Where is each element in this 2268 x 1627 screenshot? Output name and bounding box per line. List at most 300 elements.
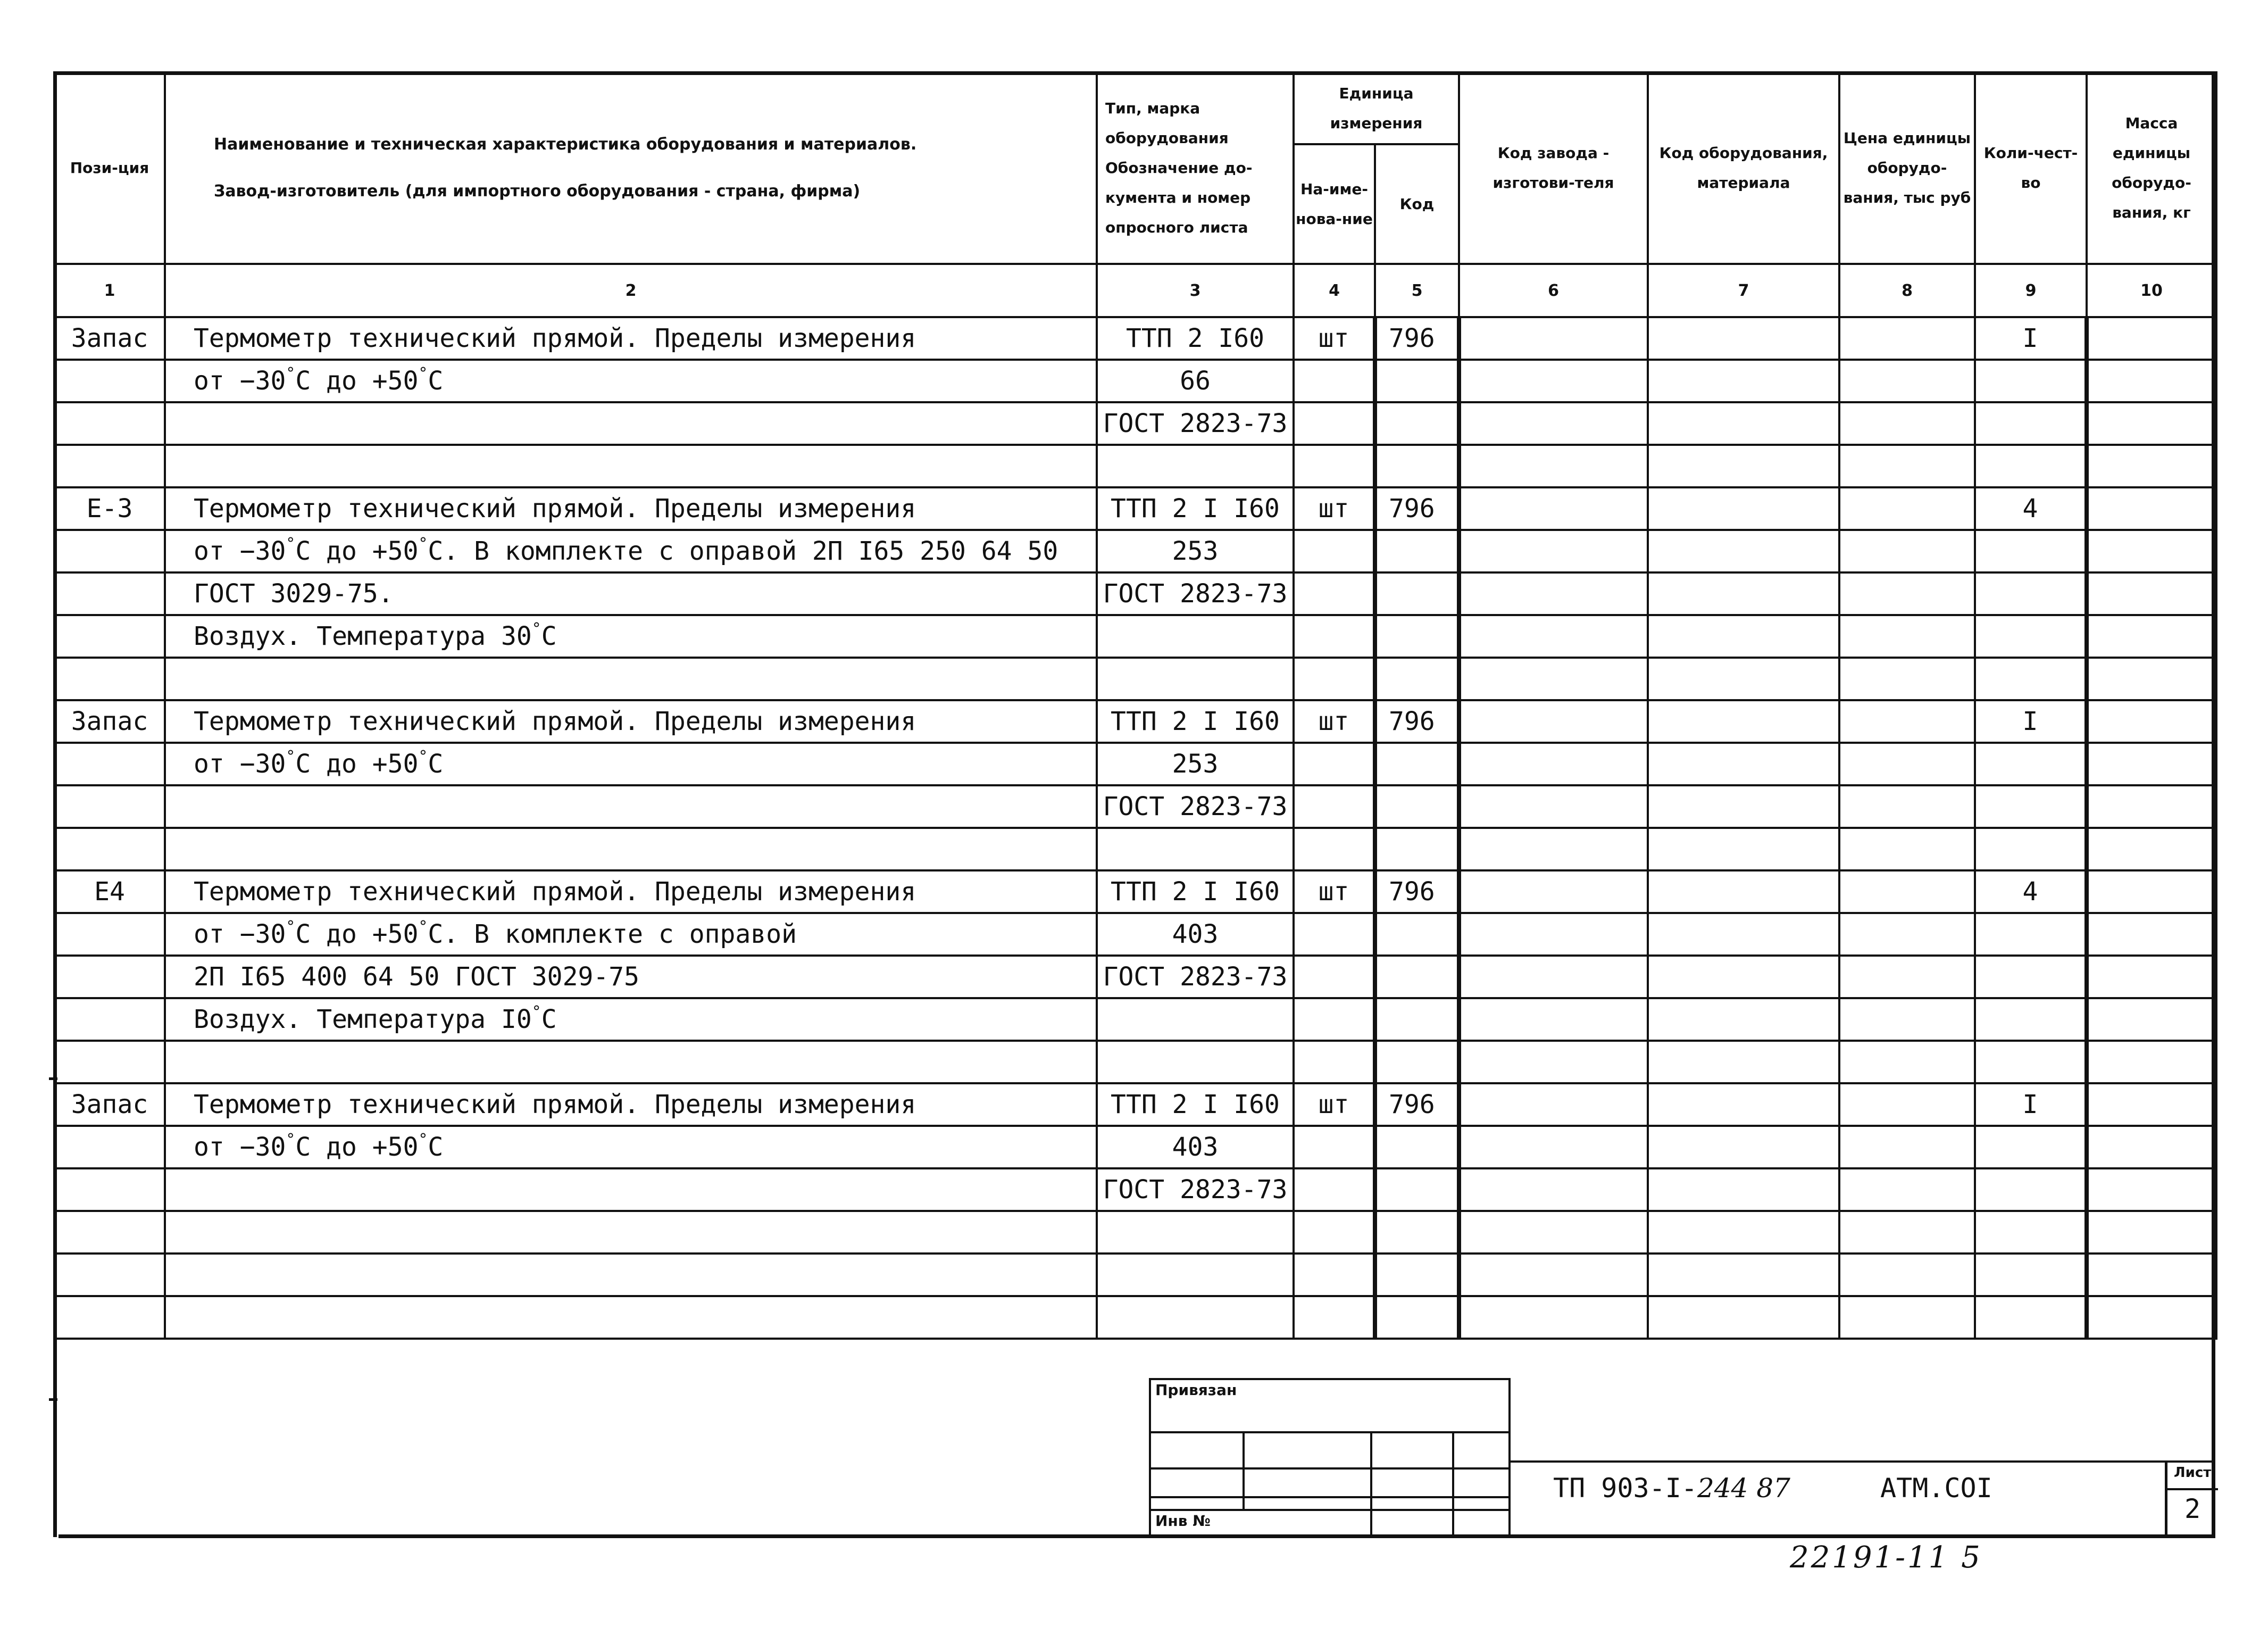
unit-code-cell	[1375, 1041, 1459, 1083]
type-cell: ГОСТ 2823-73	[1097, 956, 1294, 998]
mass-cell	[2087, 828, 2216, 870]
maker-code-cell	[1459, 956, 1648, 998]
unit-code-cell	[1375, 913, 1459, 956]
sheet-label: Лист	[2174, 1465, 2212, 1481]
equip-code-cell	[1648, 1296, 1839, 1339]
maker-code-cell	[1459, 1254, 1648, 1296]
equip-code-cell	[1648, 1168, 1839, 1211]
table-row	[54, 402, 2216, 445]
price-cell	[1839, 998, 1975, 1041]
price-cell	[1839, 1168, 1975, 1211]
sheet-number: 2	[2184, 1493, 2201, 1524]
table-row	[54, 1041, 2216, 1083]
maker-code-cell	[1459, 530, 1648, 572]
maker-code-cell	[1459, 445, 1648, 487]
equip-code-cell	[1648, 828, 1839, 870]
unit-code-cell	[1375, 530, 1459, 572]
header-type-line: оборудования	[1105, 129, 1229, 147]
type-cell: ГОСТ 2823-73	[1097, 785, 1294, 828]
binding-stamp	[1149, 1378, 1511, 1538]
mass-cell	[2087, 317, 2216, 360]
price-cell	[1839, 572, 1975, 615]
column-number: 3	[1097, 264, 1294, 317]
unit-name-cell	[1294, 1254, 1375, 1296]
position-cell	[54, 360, 165, 402]
name-cell	[165, 828, 1097, 870]
maker-code-cell	[1459, 828, 1648, 870]
quantity-cell	[1975, 956, 2087, 998]
price-cell	[1839, 487, 1975, 530]
quantity-cell	[1975, 360, 2087, 402]
equip-code-cell	[1648, 317, 1839, 360]
header-name	[165, 72, 1097, 264]
equip-code-cell	[1648, 700, 1839, 743]
type-cell	[1097, 828, 1294, 870]
header-quantity: Коли-чест-во	[1975, 72, 2087, 264]
document-code: АТМ.COI	[1880, 1473, 1992, 1504]
type-cell: ТТП 2 I I60	[1097, 700, 1294, 743]
table-row	[54, 1083, 2216, 1126]
unit-code-cell	[1375, 615, 1459, 658]
unit-name-cell	[1294, 445, 1375, 487]
unit-name-cell: шт	[1294, 1083, 1375, 1126]
equip-code-cell	[1648, 913, 1839, 956]
quantity-cell	[1975, 1254, 2087, 1296]
table-row	[54, 360, 2216, 402]
quantity-cell	[1975, 743, 2087, 785]
unit-name-cell	[1294, 1296, 1375, 1339]
maker-code-cell	[1459, 1168, 1648, 1211]
maker-code-cell	[1459, 700, 1648, 743]
type-cell: ГОСТ 2823-73	[1097, 1168, 1294, 1211]
mass-cell	[2087, 530, 2216, 572]
table-row	[54, 828, 2216, 870]
stamp-inv-label: Инв №	[1155, 1512, 1211, 1530]
position-cell	[54, 998, 165, 1041]
price-cell	[1839, 956, 1975, 998]
unit-name-cell	[1294, 785, 1375, 828]
quantity-cell	[1975, 1211, 2087, 1254]
name-cell: ГОСТ 3029-75.	[165, 572, 1097, 615]
name-cell: Воздух. Температура 30°С	[165, 615, 1097, 658]
column-number: 4	[1294, 264, 1375, 317]
unit-name-cell	[1294, 998, 1375, 1041]
unit-name-cell	[1294, 828, 1375, 870]
position-cell	[54, 1041, 165, 1083]
equip-code-cell	[1648, 360, 1839, 402]
mass-cell	[2087, 700, 2216, 743]
quantity-cell: I	[1975, 317, 2087, 360]
position-cell	[54, 743, 165, 785]
name-cell: от −30°С до +50°С	[165, 743, 1097, 785]
table-row	[54, 700, 2216, 743]
position-cell	[54, 615, 165, 658]
price-cell	[1839, 1126, 1975, 1168]
maker-code-cell	[1459, 998, 1648, 1041]
table-row	[54, 913, 2216, 956]
name-cell: Термометр технический прямой. Пределы измерения	[165, 870, 1097, 913]
mass-cell	[2087, 913, 2216, 956]
unit-code-cell: 796	[1375, 487, 1459, 530]
price-cell	[1839, 445, 1975, 487]
table-row	[54, 998, 2216, 1041]
quantity-cell	[1975, 785, 2087, 828]
handwritten-footer-note: 22191-11 5	[1790, 1540, 1982, 1575]
table-row	[54, 487, 2216, 530]
name-cell: Термометр технический прямой. Пределы измерения	[165, 487, 1097, 530]
unit-name-cell: шт	[1294, 487, 1375, 530]
table-row	[54, 956, 2216, 998]
equip-code-cell	[1648, 1126, 1839, 1168]
price-cell	[1839, 658, 1975, 700]
mass-cell	[2087, 743, 2216, 785]
type-cell: 403	[1097, 1126, 1294, 1168]
mass-cell	[2087, 1041, 2216, 1083]
equip-code-cell	[1648, 1211, 1839, 1254]
quantity-cell	[1975, 1041, 2087, 1083]
mass-cell	[2087, 998, 2216, 1041]
equip-code-cell	[1648, 615, 1839, 658]
margin-tick	[49, 1398, 57, 1401]
header-equip-code: Код оборудования, материала	[1648, 72, 1839, 264]
quantity-cell	[1975, 402, 2087, 445]
project-prefix: ТП 903-I-	[1553, 1473, 1697, 1504]
position-cell	[54, 956, 165, 998]
table-row	[54, 658, 2216, 700]
position-cell	[54, 1211, 165, 1254]
unit-name-cell	[1294, 530, 1375, 572]
header-price: Цена единицы оборудо-вания, тыс руб	[1839, 72, 1975, 264]
unit-code-cell	[1375, 743, 1459, 785]
unit-name-cell	[1294, 402, 1375, 445]
quantity-cell: 4	[1975, 870, 2087, 913]
equip-code-cell	[1648, 572, 1839, 615]
maker-code-cell	[1459, 487, 1648, 530]
unit-name-cell	[1294, 360, 1375, 402]
unit-code-cell	[1375, 785, 1459, 828]
name-cell	[165, 658, 1097, 700]
type-cell	[1097, 998, 1294, 1041]
equip-code-cell	[1648, 445, 1839, 487]
quantity-cell	[1975, 1168, 2087, 1211]
column-number-row	[54, 264, 2216, 317]
unit-code-cell	[1375, 1296, 1459, 1339]
maker-code-cell	[1459, 1126, 1648, 1168]
unit-code-cell	[1375, 1126, 1459, 1168]
unit-code-cell: 796	[1375, 870, 1459, 913]
mass-cell	[2087, 1168, 2216, 1211]
header-position: Пози-ция	[54, 72, 165, 264]
mass-cell	[2087, 572, 2216, 615]
unit-code-cell	[1375, 956, 1459, 998]
table-row	[54, 1296, 2216, 1339]
type-cell: ГОСТ 2823-73	[1097, 402, 1294, 445]
position-cell	[54, 1296, 165, 1339]
table-row	[54, 615, 2216, 658]
position-cell	[54, 828, 165, 870]
name-cell: от −30°С до +50°С	[165, 360, 1097, 402]
maker-code-cell	[1459, 913, 1648, 956]
equip-code-cell	[1648, 658, 1839, 700]
unit-name-cell	[1294, 1211, 1375, 1254]
mass-cell	[2087, 402, 2216, 445]
name-cell	[165, 1254, 1097, 1296]
price-cell	[1839, 1211, 1975, 1254]
type-cell: 403	[1097, 913, 1294, 956]
table-row	[54, 743, 2216, 785]
type-cell	[1097, 615, 1294, 658]
name-cell: Термометр технический прямой. Пределы измерения	[165, 1083, 1097, 1126]
type-cell	[1097, 1254, 1294, 1296]
table-row	[54, 572, 2216, 615]
name-cell	[165, 1211, 1097, 1254]
type-cell: ТТП 2 I I60	[1097, 870, 1294, 913]
mass-cell	[2087, 785, 2216, 828]
maker-code-cell	[1459, 360, 1648, 402]
mass-cell	[2087, 1083, 2216, 1126]
position-cell	[54, 785, 165, 828]
header-name-line1: Наименование и техническая характеристика оборудования и материалов.	[214, 135, 917, 154]
name-cell: от −30°С до +50°С. В комплекте с оправой	[165, 913, 1097, 956]
unit-code-cell	[1375, 360, 1459, 402]
column-number: 7	[1648, 264, 1839, 317]
name-cell	[165, 1041, 1097, 1083]
unit-name-cell	[1294, 743, 1375, 785]
position-cell	[54, 445, 165, 487]
type-cell	[1097, 658, 1294, 700]
unit-name-cell	[1294, 572, 1375, 615]
price-cell	[1839, 1254, 1975, 1296]
maker-code-cell	[1459, 317, 1648, 360]
type-cell: 253	[1097, 743, 1294, 785]
position-cell: Запас	[54, 700, 165, 743]
price-cell	[1839, 1296, 1975, 1339]
maker-code-cell	[1459, 615, 1648, 658]
equip-code-cell	[1648, 1041, 1839, 1083]
mass-cell	[2087, 1254, 2216, 1296]
frame-bottom-line	[59, 1534, 2215, 1538]
price-cell	[1839, 785, 1975, 828]
column-number: 9	[1975, 264, 2087, 317]
unit-code-cell: 796	[1375, 700, 1459, 743]
header-type-line: Тип, марка	[1105, 99, 1200, 117]
unit-code-cell	[1375, 1254, 1459, 1296]
position-cell	[54, 530, 165, 572]
quantity-cell	[1975, 1296, 2087, 1339]
quantity-cell	[1975, 1126, 2087, 1168]
name-cell	[165, 402, 1097, 445]
equip-code-cell	[1648, 402, 1839, 445]
mass-cell	[2087, 1211, 2216, 1254]
quantity-cell	[1975, 998, 2087, 1041]
maker-code-cell	[1459, 870, 1648, 913]
maker-code-cell	[1459, 658, 1648, 700]
stamp-linked-label: Привязан	[1155, 1381, 1237, 1399]
type-cell: ТТП 2 I I60	[1097, 1083, 1294, 1126]
maker-code-cell	[1459, 402, 1648, 445]
equip-code-cell	[1648, 998, 1839, 1041]
column-number: 5	[1375, 264, 1459, 317]
type-cell	[1097, 1296, 1294, 1339]
maker-code-cell	[1459, 743, 1648, 785]
equip-code-cell	[1648, 743, 1839, 785]
table-row	[54, 1126, 2216, 1168]
unit-code-cell: 796	[1375, 1083, 1459, 1126]
price-cell	[1839, 700, 1975, 743]
mass-cell	[2087, 658, 2216, 700]
name-cell: от −30°С до +50°С. В комплекте с оправой 2П I65 250 64 50	[165, 530, 1097, 572]
equip-code-cell	[1648, 1083, 1839, 1126]
unit-name-cell	[1294, 1126, 1375, 1168]
unit-name-cell	[1294, 956, 1375, 998]
price-cell	[1839, 870, 1975, 913]
type-cell: ТТП 2 I I60	[1097, 487, 1294, 530]
mass-cell	[2087, 956, 2216, 998]
maker-code-cell	[1459, 572, 1648, 615]
sheet-box	[2165, 1460, 2215, 1538]
name-cell: Термометр технический прямой. Пределы измерения	[165, 317, 1097, 360]
equip-code-cell	[1648, 870, 1839, 913]
unit-name-cell	[1294, 913, 1375, 956]
quantity-cell: 4	[1975, 487, 2087, 530]
position-cell	[54, 402, 165, 445]
quantity-cell	[1975, 445, 2087, 487]
type-cell: ТТП 2 I60	[1097, 317, 1294, 360]
unit-name-cell	[1294, 1168, 1375, 1211]
position-cell	[54, 1168, 165, 1211]
quantity-cell	[1975, 658, 2087, 700]
type-cell	[1097, 1211, 1294, 1254]
column-number: 2	[165, 264, 1097, 317]
unit-name-cell: шт	[1294, 870, 1375, 913]
type-cell: 66	[1097, 360, 1294, 402]
unit-code-cell	[1375, 1211, 1459, 1254]
header-type-line: Обозначение до-	[1105, 159, 1253, 177]
mass-cell	[2087, 445, 2216, 487]
table-row	[54, 785, 2216, 828]
type-cell	[1097, 1041, 1294, 1083]
name-cell: от −30°С до +50°С	[165, 1126, 1097, 1168]
quantity-cell	[1975, 530, 2087, 572]
unit-name-cell: шт	[1294, 700, 1375, 743]
position-cell	[54, 572, 165, 615]
price-cell	[1839, 530, 1975, 572]
quantity-cell	[1975, 913, 2087, 956]
type-cell	[1097, 445, 1294, 487]
equip-code-cell	[1648, 487, 1839, 530]
position-cell	[54, 913, 165, 956]
quantity-cell: I	[1975, 1083, 2087, 1126]
project-handwritten-number: 244 87	[1697, 1473, 1790, 1504]
equip-code-cell	[1648, 956, 1839, 998]
quantity-cell	[1975, 828, 2087, 870]
title-block-top-line	[1511, 1460, 2215, 1463]
position-cell: Запас	[54, 1083, 165, 1126]
equip-code-cell	[1648, 785, 1839, 828]
unit-name-cell	[1294, 1041, 1375, 1083]
mass-cell	[2087, 870, 2216, 913]
name-cell	[165, 785, 1097, 828]
name-cell: Термометр технический прямой. Пределы измерения	[165, 700, 1097, 743]
table-row	[54, 445, 2216, 487]
column-number: 10	[2087, 264, 2216, 317]
unit-code-cell	[1375, 658, 1459, 700]
column-number: 6	[1459, 264, 1648, 317]
price-cell	[1839, 913, 1975, 956]
table-row	[54, 530, 2216, 572]
unit-code-cell	[1375, 445, 1459, 487]
header-unit-group: Единица измерения	[1294, 72, 1459, 144]
price-cell	[1839, 402, 1975, 445]
quantity-cell: I	[1975, 700, 2087, 743]
position-cell: Е-3	[54, 487, 165, 530]
unit-code-cell	[1375, 402, 1459, 445]
header-unit-code: Код	[1375, 144, 1459, 264]
unit-code-cell	[1375, 828, 1459, 870]
header-name-line2: Завод-изготовитель (для импортного оборудования - страна, фирма)	[214, 182, 861, 201]
maker-code-cell	[1459, 785, 1648, 828]
header-type-line: опросного листа	[1105, 219, 1248, 236]
price-cell	[1839, 828, 1975, 870]
header-maker-code: Код завода - изготови-теля	[1459, 72, 1648, 264]
name-cell	[165, 1168, 1097, 1211]
unit-name-cell	[1294, 658, 1375, 700]
maker-code-cell	[1459, 1296, 1648, 1339]
table-row	[54, 1254, 2216, 1296]
header-type-line: кумента и номер	[1105, 189, 1251, 206]
table-row	[54, 1211, 2216, 1254]
position-cell	[54, 658, 165, 700]
price-cell	[1839, 743, 1975, 785]
mass-cell	[2087, 1126, 2216, 1168]
mass-cell	[2087, 615, 2216, 658]
header-unit-name: На-име-нова-ние	[1294, 144, 1375, 264]
price-cell	[1839, 360, 1975, 402]
quantity-cell	[1975, 615, 2087, 658]
position-cell: Запас	[54, 317, 165, 360]
project-designation	[1553, 1473, 1790, 1504]
position-cell	[54, 1254, 165, 1296]
column-number: 8	[1839, 264, 1975, 317]
price-cell	[1839, 1041, 1975, 1083]
specification-table	[53, 71, 2217, 1340]
maker-code-cell	[1459, 1041, 1648, 1083]
name-cell	[165, 1296, 1097, 1339]
equip-code-cell	[1648, 1254, 1839, 1296]
price-cell	[1839, 317, 1975, 360]
price-cell	[1839, 1083, 1975, 1126]
position-cell	[54, 1126, 165, 1168]
unit-code-cell: 796	[1375, 317, 1459, 360]
mass-cell	[2087, 1296, 2216, 1339]
name-cell: 2П I65 400 64 50 ГОСТ 3029-75	[165, 956, 1097, 998]
name-cell: Воздух. Температура I0°С	[165, 998, 1097, 1041]
type-cell: ГОСТ 2823-73	[1097, 572, 1294, 615]
table-row	[54, 317, 2216, 360]
column-number: 1	[54, 264, 165, 317]
header-mass: Масса единицы оборудо-вания, кг	[2087, 72, 2216, 264]
table-row	[54, 870, 2216, 913]
name-cell	[165, 445, 1097, 487]
price-cell	[1839, 615, 1975, 658]
equip-code-cell	[1648, 530, 1839, 572]
table-row	[54, 1168, 2216, 1211]
maker-code-cell	[1459, 1211, 1648, 1254]
maker-code-cell	[1459, 1083, 1648, 1126]
unit-code-cell	[1375, 572, 1459, 615]
unit-name-cell: шт	[1294, 317, 1375, 360]
quantity-cell	[1975, 572, 2087, 615]
